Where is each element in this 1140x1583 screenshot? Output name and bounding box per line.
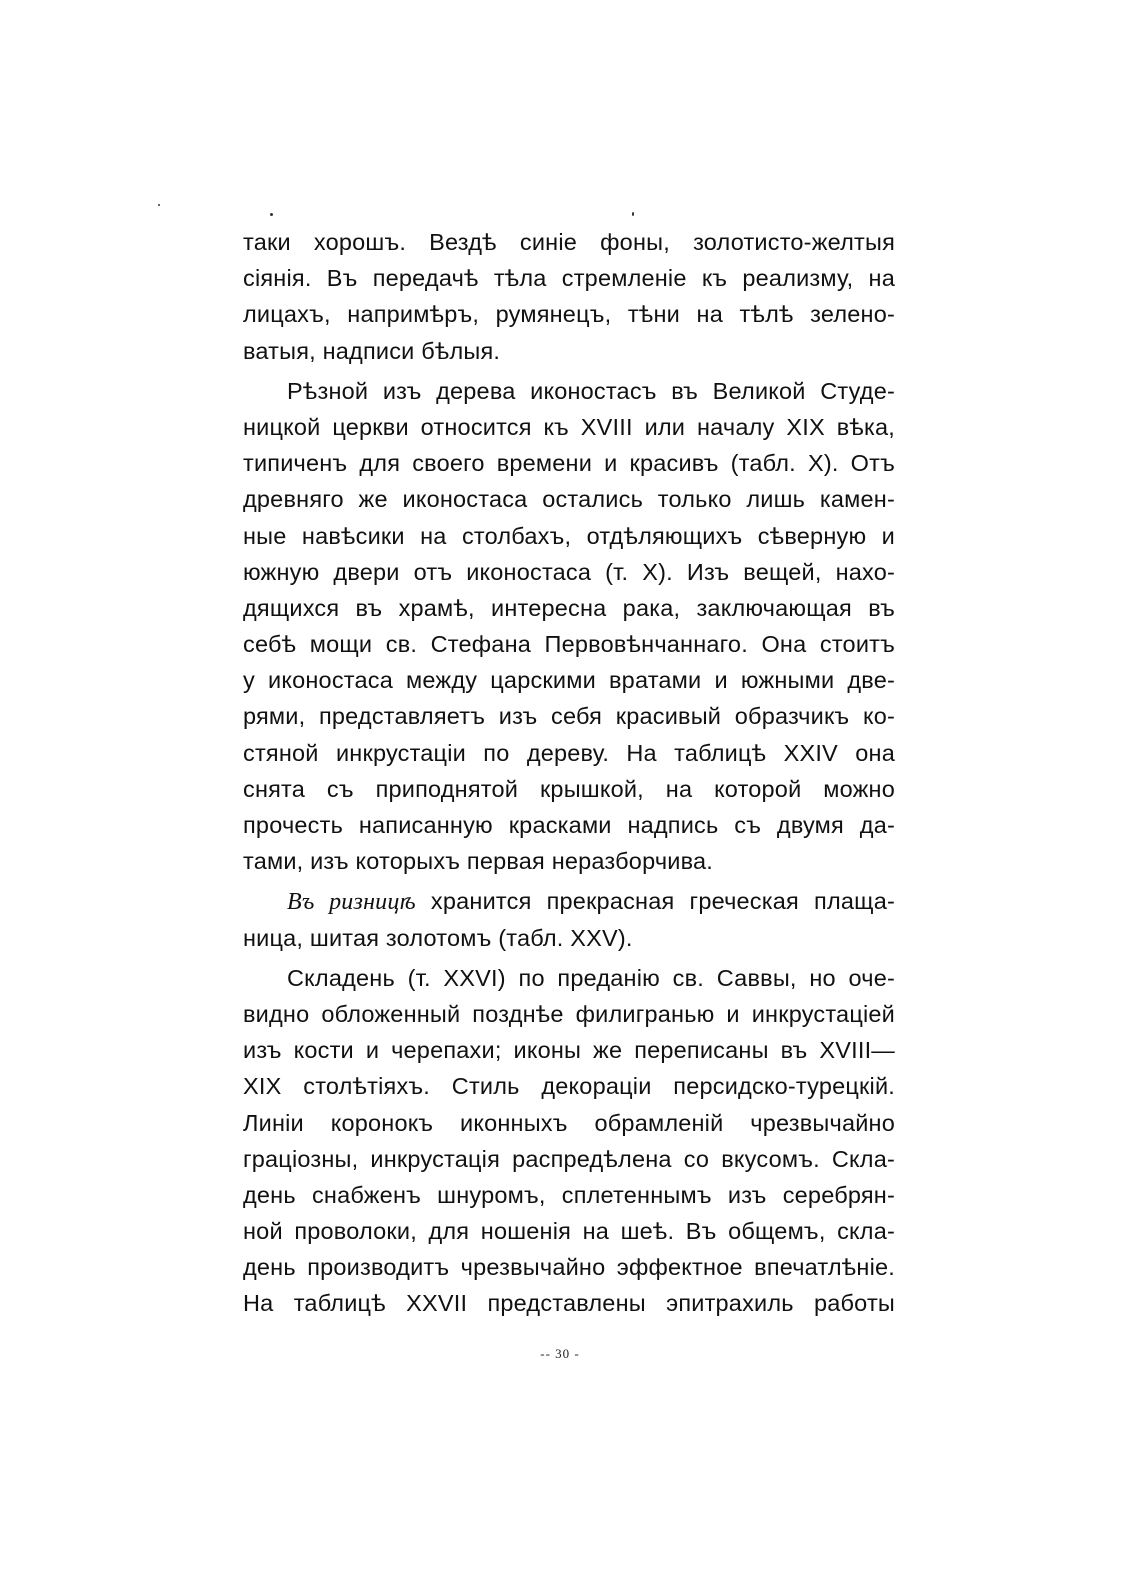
paragraph — [243, 883, 895, 955]
paragraph — [243, 224, 895, 369]
text-line: прочесть написанную красками надпись съ двумя да- — [243, 812, 895, 838]
text-line: таки хорошъ. Вездѣ синіе фоны, золотисто-желтыя — [243, 229, 895, 255]
text-line: На таблицѣ XXVII представлены эпитрахиль работы — [243, 1290, 895, 1317]
text-line: рями, представляетъ изъ себя красивый образчикъ ко- — [243, 703, 895, 730]
paper-speck — [632, 212, 634, 216]
text-line: день производитъ чрезвычайно эффектное впечатлѣніе. — [243, 1254, 895, 1281]
paper-speck — [270, 213, 273, 216]
text-line: ной проволоки, для ношенія на шеѣ. Въ общемъ, скла- — [243, 1218, 895, 1245]
text-line: древняго же иконостаса остались только лишь камен- — [243, 486, 895, 513]
text-line: стяной инкрустаціи по дереву. На таблицѣ XXIV она — [243, 739, 895, 766]
page-number: -- 30 - — [540, 1346, 580, 1361]
text-line: южную двери отъ иконостаса (т. X). Изъ вещей, нахо- — [243, 558, 895, 585]
text-line: ватыя, надписи бѣлыя. — [243, 337, 501, 364]
text-line: ницкой церкви относится къ XVIII или началу XIX вѣка, — [243, 413, 895, 440]
text-line: XIX столѣтіяхъ. Стиль декораціи персидско-турецкій. — [243, 1073, 895, 1100]
italic-heading: Въ ризницѣ — [287, 889, 416, 916]
text-line: дящихся въ храмѣ, интересна рака, заключающая въ — [243, 594, 895, 621]
text-line: снята съ приподнятой крышкой, на которой можно — [243, 775, 895, 802]
body-text — [243, 224, 895, 1322]
text-line: граціозны, инкрустація распредѣлена со вкусомъ. Скла- — [243, 1145, 895, 1172]
text-line: лицахъ, напримѣръ, румянецъ, тѣни на тѣлѣ зелено- — [243, 301, 895, 328]
text-line — [243, 883, 895, 919]
paper-speck — [158, 204, 160, 206]
text-line: ные навѣсики на столбахъ, отдѣляющихъ сѣверную и — [243, 522, 895, 549]
text-line: себѣ мощи св. Стефана Первовѣнчаннаго. Она стоитъ — [243, 631, 895, 658]
paragraph — [243, 373, 895, 880]
text-span: хранится прекрасная греческая плаща- — [430, 888, 895, 915]
text-line: типиченъ для своего времени и красивъ (табл. X). Отъ — [243, 450, 895, 477]
text-line: у иконостаса между царскими вратами и южными две- — [243, 667, 895, 694]
text-line: ница, шитая золотомъ (табл. XXV). — [243, 924, 633, 951]
text-line: день снабженъ шнуромъ, сплетеннымъ изъ серебрян- — [243, 1181, 895, 1208]
text-line: Рѣзной изъ дерева иконостасъ въ Великой Студе- — [287, 377, 895, 404]
text-line: тами, изъ которыхъ первая неразборчива. — [243, 848, 714, 875]
text-line: видно обложенный позднѣе филигранью и инкрустаціей — [243, 1000, 895, 1027]
paragraph — [243, 960, 895, 1322]
text-line: изъ кости и черепахи; иконы же переписаны въ XVIII— — [243, 1037, 895, 1064]
text-line: Складень (т. XXVI) по преданію св. Саввы, но оче- — [287, 964, 895, 991]
text-line: Линіи коронокъ иконныхъ обрамленій чрезвычайно — [243, 1109, 895, 1136]
text-line: сіянія. Въ передачѣ тѣла стремленіе къ реализму, на — [243, 265, 895, 292]
